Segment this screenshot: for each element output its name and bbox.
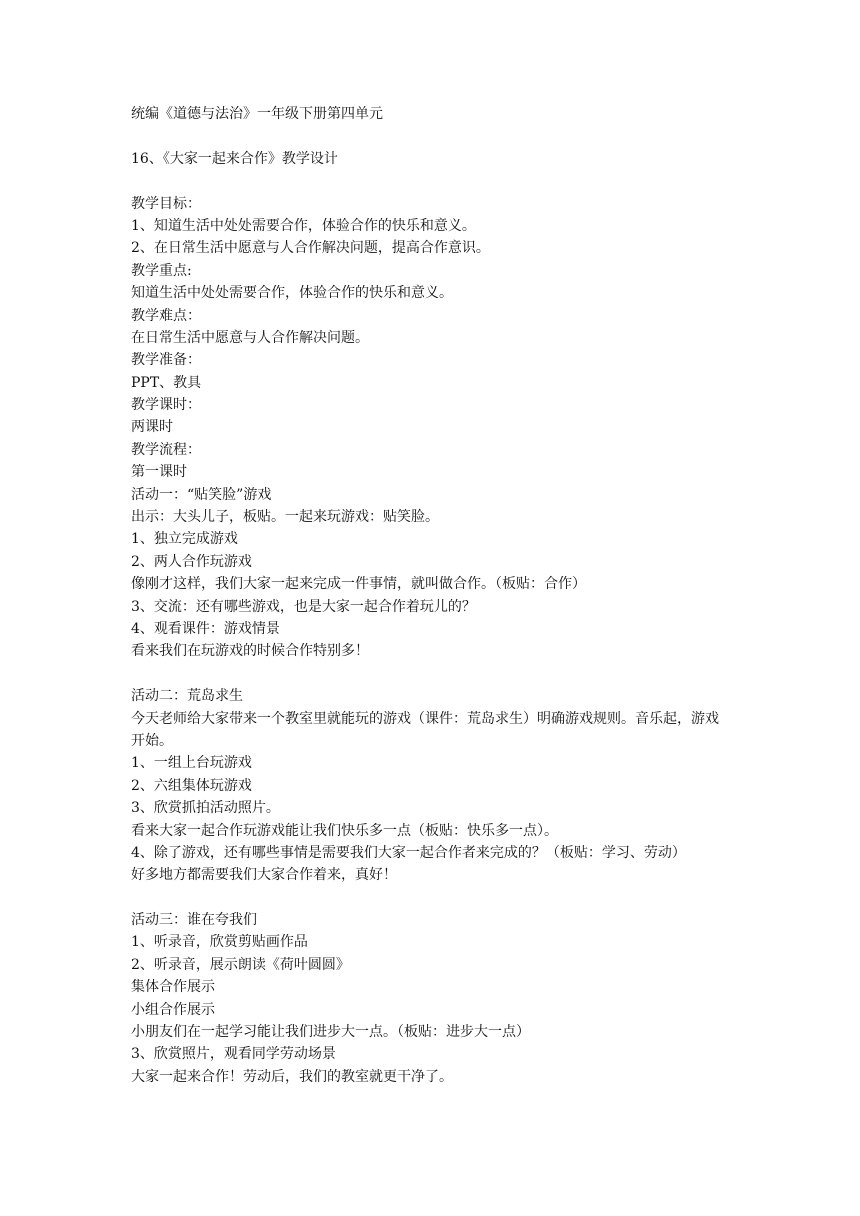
blank-line (131, 125, 731, 147)
activity-three-line: 集体合作展示 (131, 979, 215, 996)
objective-item: 2、在日常生活中愿意与人合作解决问题，提高合作意识。 (131, 240, 490, 257)
lesson-one-label: 第一课时 (131, 464, 187, 481)
document-title: 16、《大家一起来合作》教学设计 (131, 150, 338, 167)
blank-line (131, 663, 731, 685)
document-header: 统编《道德与法治》一年级下册第四单元 (131, 106, 383, 122)
activity-three-line: 小组合作展示 (131, 1001, 215, 1018)
document-body (131, 103, 731, 1088)
blank-line (131, 887, 731, 909)
activity-three-title: 活动三：谁在夸我们 (131, 912, 257, 929)
activity-one-line: 出示：大头儿子，板贴。一起来玩游戏：贴笑脸。 (131, 509, 439, 526)
activity-one-line: 3、交流：还有哪些游戏，也是大家一起合作着玩儿的？ (131, 598, 476, 615)
activity-one-line: 像刚才这样，我们大家一起来完成一件事情，就叫做合作。（板贴：合作） (131, 576, 586, 593)
objective-item: 1、知道生活中处处需要合作，体验合作的快乐和意义。 (131, 217, 476, 234)
activity-one-title: 活动一：“贴笑脸”游戏 (131, 486, 272, 503)
activity-three-line: 大家一起来合作！劳动后，我们的教室就更干净了。 (131, 1068, 453, 1085)
activity-three-line: 3、欣赏照片，观看同学劳动场景 (131, 1046, 336, 1063)
key-point-text: 知道生活中处处需要合作，体验合作的快乐和意义。 (131, 285, 453, 302)
preparation-heading: 教学准备： (131, 352, 201, 369)
activity-three-line: 小朋友们在一起学习能让我们进步大一点。（板贴：进步大一点） (131, 1024, 530, 1041)
activity-three-line: 1、听录音，欣赏剪贴画作品 (131, 934, 308, 951)
activity-two-line: 4、除了游戏，还有哪些事情是需要我们大家一起合作者来完成的？（板贴：学习、劳动） (131, 844, 686, 861)
activity-one-line: 2、两人合作玩游戏 (131, 553, 252, 570)
difficulty-heading: 教学难点： (131, 307, 201, 324)
activity-one-line: 看来我们在玩游戏的时候合作特别多！ (131, 643, 369, 660)
preparation-text: PPT、教具 (131, 374, 202, 391)
activity-two-line: 2、六组集体玩游戏 (131, 777, 252, 794)
process-heading: 教学流程： (131, 441, 201, 458)
hours-heading: 教学课时： (131, 397, 201, 414)
key-point-heading: 教学重点: (131, 262, 192, 279)
activity-three-line: 2、听录音，展示朗读《荷叶圆圆》 (131, 956, 350, 973)
activity-one-line: 1、独立完成游戏 (131, 531, 238, 548)
activity-one-line: 4、观看课件：游戏情景 (131, 620, 280, 637)
activity-two-intro: 今天老师给大家带来一个教室里就能玩的游戏（课件：荒岛求生）明确游戏规则。音乐起，游戏开始。 (131, 710, 719, 749)
hours-text: 两课时 (131, 419, 173, 436)
activity-two-line: 好多地方都需要我们大家合作着来，真好！ (131, 867, 397, 884)
activity-two-title: 活动二：荒岛求生 (131, 688, 243, 705)
blank-line (131, 170, 731, 192)
objectives-heading: 教学目标： (131, 195, 201, 212)
activity-two-line: 3、欣赏抓拍活动照片。 (131, 800, 280, 817)
activity-two-line: 1、一组上台玩游戏 (131, 755, 252, 772)
activity-two-line: 看来大家一起合作玩游戏能让我们快乐多一点（板贴：快乐多一点）。 (131, 822, 558, 839)
difficulty-text: 在日常生活中愿意与人合作解决问题。 (131, 329, 369, 346)
